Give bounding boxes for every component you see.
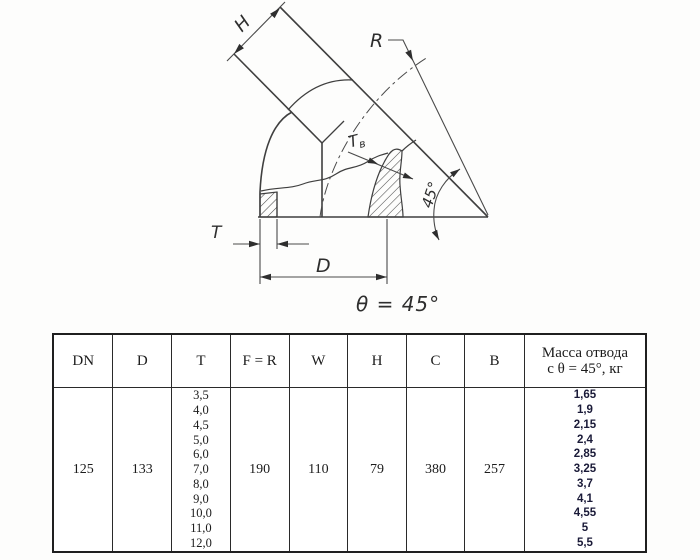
list-item: 4,0 [193, 402, 209, 417]
t-arrow-right [277, 241, 288, 247]
list-item: 7,0 [193, 462, 209, 477]
list-item: 10,0 [190, 506, 212, 521]
wall-section-bend [368, 149, 403, 217]
header-w: W [289, 334, 348, 388]
list-item: 12,0 [190, 536, 212, 551]
angle-arc [434, 169, 460, 240]
dimension-label-h: H [230, 11, 255, 37]
header-mass [524, 334, 646, 388]
angle-arrow-lower [432, 230, 442, 242]
cell-w: 110 [289, 388, 348, 553]
list-item: 4,5 [193, 417, 209, 432]
list-item: 6,0 [193, 447, 209, 462]
cell-f-r: 190 [230, 388, 289, 553]
cell-c: 380 [406, 388, 464, 553]
list-item: 4,55 [573, 507, 597, 520]
header-c: C [406, 334, 464, 388]
cell-dn: 125 [53, 388, 113, 553]
elbow-spec-table [52, 333, 647, 553]
cell-t-values [172, 388, 231, 553]
pipe-cross-arc [288, 80, 353, 110]
list-item: 2,15 [573, 418, 597, 431]
list-item: 11,0 [190, 521, 212, 536]
list-item: 1,9 [576, 403, 593, 416]
left-wall-line [234, 54, 322, 143]
elbow-outline [234, 7, 488, 217]
hatched-sections [260, 149, 403, 217]
header-b: B [465, 334, 525, 388]
header-d: D [113, 334, 172, 388]
list-item: 8,0 [193, 476, 209, 491]
table-header-row [53, 334, 646, 388]
table-data-row [53, 388, 646, 553]
list-item: 5,5 [576, 537, 593, 550]
header-t: T [172, 334, 231, 388]
list-item: 3,25 [573, 463, 597, 476]
d-arrow-right [376, 274, 387, 280]
list-item: 3,5 [193, 388, 209, 403]
dimension-label-d: D [316, 255, 331, 277]
list-item: 3,7 [576, 477, 593, 490]
header-mass-line2: с θ = 45°, кг [547, 361, 623, 377]
break-wavy-line [261, 153, 388, 191]
cell-mass-values [524, 388, 646, 553]
header-f-r: F = R [230, 334, 289, 388]
inner-arc-connector [402, 140, 416, 151]
list-item: 9,0 [193, 491, 209, 506]
list-item: 1,65 [573, 389, 597, 402]
cell-d: 133 [113, 388, 172, 553]
dimension-label-tv: Тв [346, 130, 368, 152]
tv-arrow-right [403, 172, 415, 181]
d-arrow-left [260, 274, 271, 280]
header-mass-line1: Масса отвода [541, 345, 628, 361]
wall-section-left [260, 192, 277, 217]
header-h: H [348, 334, 407, 388]
list-item: 5,0 [193, 432, 209, 447]
cell-h: 79 [348, 388, 407, 553]
header-dn: DN [53, 334, 113, 388]
list-item: 2,85 [573, 448, 597, 461]
dimension-label-t: T [211, 223, 222, 243]
angle-label-45: 45° [417, 179, 444, 211]
list-item: 5 [581, 522, 589, 535]
t-arrow-left [249, 241, 260, 247]
r-arrow [405, 50, 416, 63]
junction-branch-line [322, 121, 344, 143]
theta-caption: θ = 45° [356, 292, 441, 316]
list-item: 2,4 [576, 433, 593, 446]
list-item: 4,1 [576, 492, 593, 505]
dimension-label-r: R [370, 30, 384, 52]
cell-b: 257 [465, 388, 525, 553]
